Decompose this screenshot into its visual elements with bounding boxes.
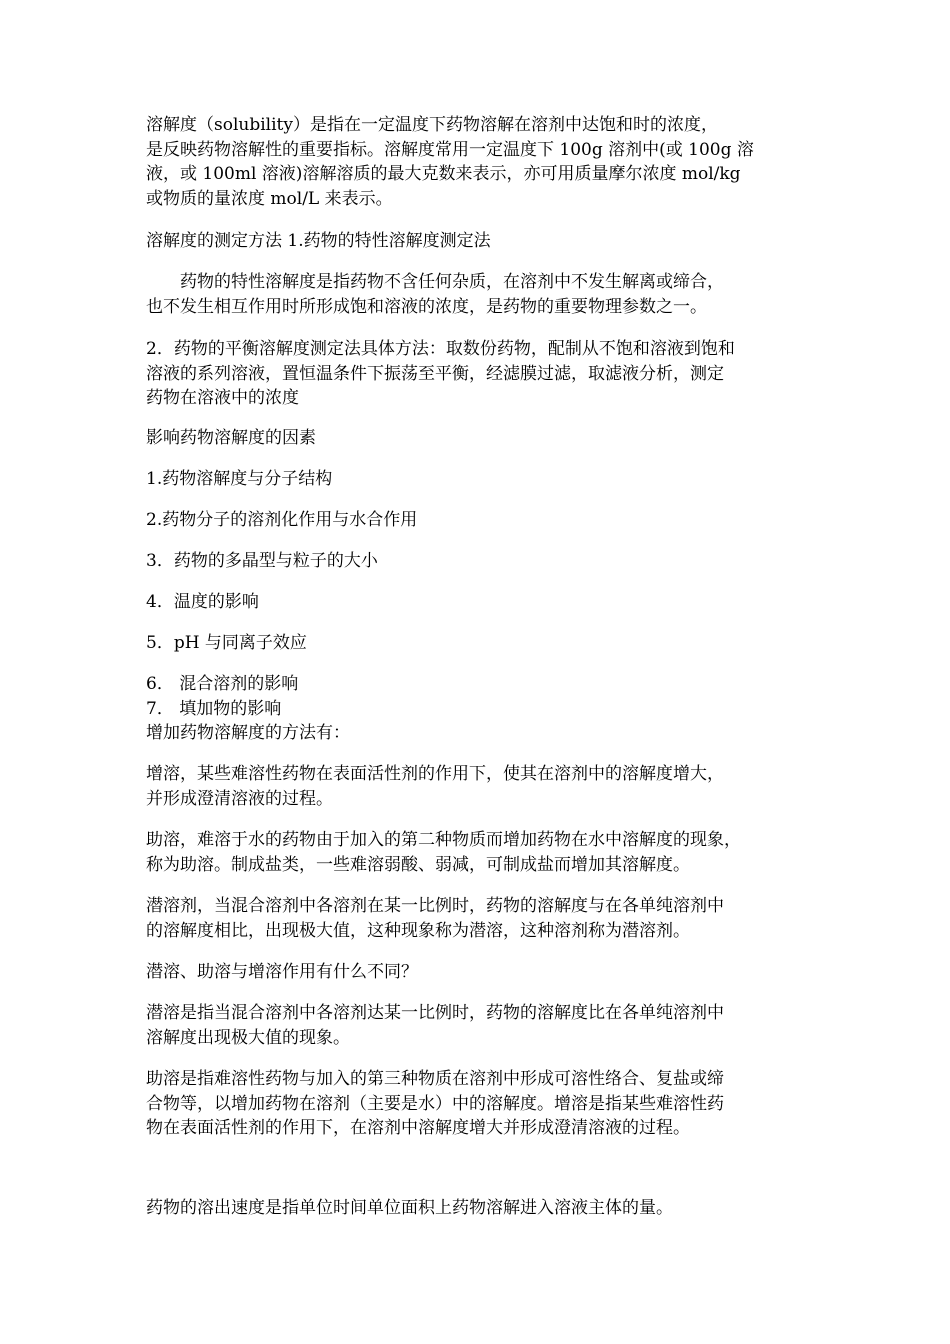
list-item-factor-2 (146, 508, 826, 533)
list-item-factors-6-7 (146, 672, 826, 746)
text-line: 2．药物的平衡溶解度测定法具体方法：取数份药物，配制从不饱和溶液到饱和 (146, 339, 735, 359)
heading-question (146, 960, 826, 985)
paragraph-solubilization (146, 762, 826, 811)
list-item-factor-4 (146, 590, 826, 615)
paragraph-dissolution-rate (146, 1196, 826, 1221)
list-item-factor-5 (146, 631, 826, 656)
paragraph-intrinsic-solubility (146, 270, 826, 319)
paragraph-cosolvency-answer (146, 1001, 826, 1050)
text-line: 潜溶是指当混合溶剂中各溶剂达某一比例时，药物的溶解度比在各单纯溶剂中 (146, 1003, 724, 1023)
text-line: 药物在溶液中的浓度 (146, 388, 299, 408)
text-line: 或物质的量浓度 mol/L 来表示。 (146, 188, 393, 209)
text-line: 是反映药物溶解性的重要指标。溶解度常用一定温度下 100g 溶剂中(或 100g 溶 (146, 139, 754, 160)
paragraph-measurement-method (146, 229, 826, 254)
text-line: 助溶，难溶于水的药物由于加入的第二种物质而增加药物在水中溶解度的现象， (146, 830, 741, 850)
text-line: 增加药物溶解度的方法有： (146, 723, 350, 743)
text-line: 液，或 100ml 溶液)溶解溶质的最大克数来表示，亦可用质量摩尔浓度 mol/kg (146, 164, 741, 184)
list-item-factor-1 (146, 467, 826, 492)
text-line: 4．温度的影响 (146, 592, 259, 612)
text-line: 称为助溶。制成盐类，一些难溶弱酸、弱减，可制成盐而增加其溶解度。 (146, 854, 690, 875)
text-line: 溶液的系列溶液，置恒温条件下振荡至平衡，经滤膜过滤，取滤液分析，测定 (146, 363, 724, 384)
paragraph-hydrotropy (146, 828, 826, 877)
text-line: 5．pH 与同离子效应 (146, 633, 307, 653)
text-line: 溶解度的测定方法 1.药物的特性溶解度测定法 (146, 231, 491, 251)
text-line: 药物的特性溶解度是指药物不含任何杂质，在溶剂中不发生解离或缔合， (146, 272, 724, 292)
text-line: 溶解度出现极大值的现象。 (146, 1027, 350, 1048)
text-line: 3．药物的多晶型与粒子的大小 (146, 551, 378, 571)
text-line: 7． 填加物的影响 (146, 698, 282, 719)
text-line: 药物的溶出速度是指单位时间单位面积上药物溶解进入溶液主体的量。 (146, 1198, 673, 1218)
text-line: 增溶，某些难溶性药物在表面活性剂的作用下，使其在溶剂中的溶解度增大， (146, 764, 724, 784)
text-line: 的溶解度相比，出现极大值，这种现象称为潜溶，这种溶剂称为潜溶剂。 (146, 920, 690, 941)
text-line: 并形成澄清溶液的过程。 (146, 788, 333, 809)
list-item-factor-3 (146, 549, 826, 574)
text-line: 溶解度（solubility）是指在一定温度下药物溶解在溶剂中达饱和时的浓度， (146, 115, 718, 135)
heading-influencing-factors (146, 426, 826, 451)
paragraph-equilibrium-solubility (146, 337, 826, 411)
text-line: 物在表面活性剂的作用下，在溶剂中溶解度增大并形成澄清溶液的过程。 (146, 1118, 690, 1138)
text-line: 助溶是指难溶性药物与加入的第三种物质在溶剂中形成可溶性络合、复盐或缔 (146, 1069, 724, 1089)
paragraph-hydrotropy-answer (146, 1067, 826, 1141)
paragraph-cosolvent (146, 894, 826, 943)
text-line: 6． 混合溶剂的影响 (146, 674, 299, 694)
text-line: 潜溶、助溶与增溶作用有什么不同？ (146, 962, 418, 982)
text-line: 1.药物溶解度与分子结构 (146, 469, 333, 489)
text-line: 合物等，以增加药物在溶剂（主要是水）中的溶解度。增溶是指某些难溶性药 (146, 1093, 724, 1114)
text-line: 2.药物分子的溶剂化作用与水合作用 (146, 510, 418, 530)
text-line: 也不发生相互作用时所形成饱和溶液的浓度，是药物的重要物理参数之一。 (146, 296, 707, 317)
paragraph-solubility-definition (146, 113, 826, 211)
text-line: 影响药物溶解度的因素 (146, 428, 316, 448)
text-line: 潜溶剂，当混合溶剂中各溶剂在某一比例时，药物的溶解度与在各单纯溶剂中 (146, 896, 724, 916)
